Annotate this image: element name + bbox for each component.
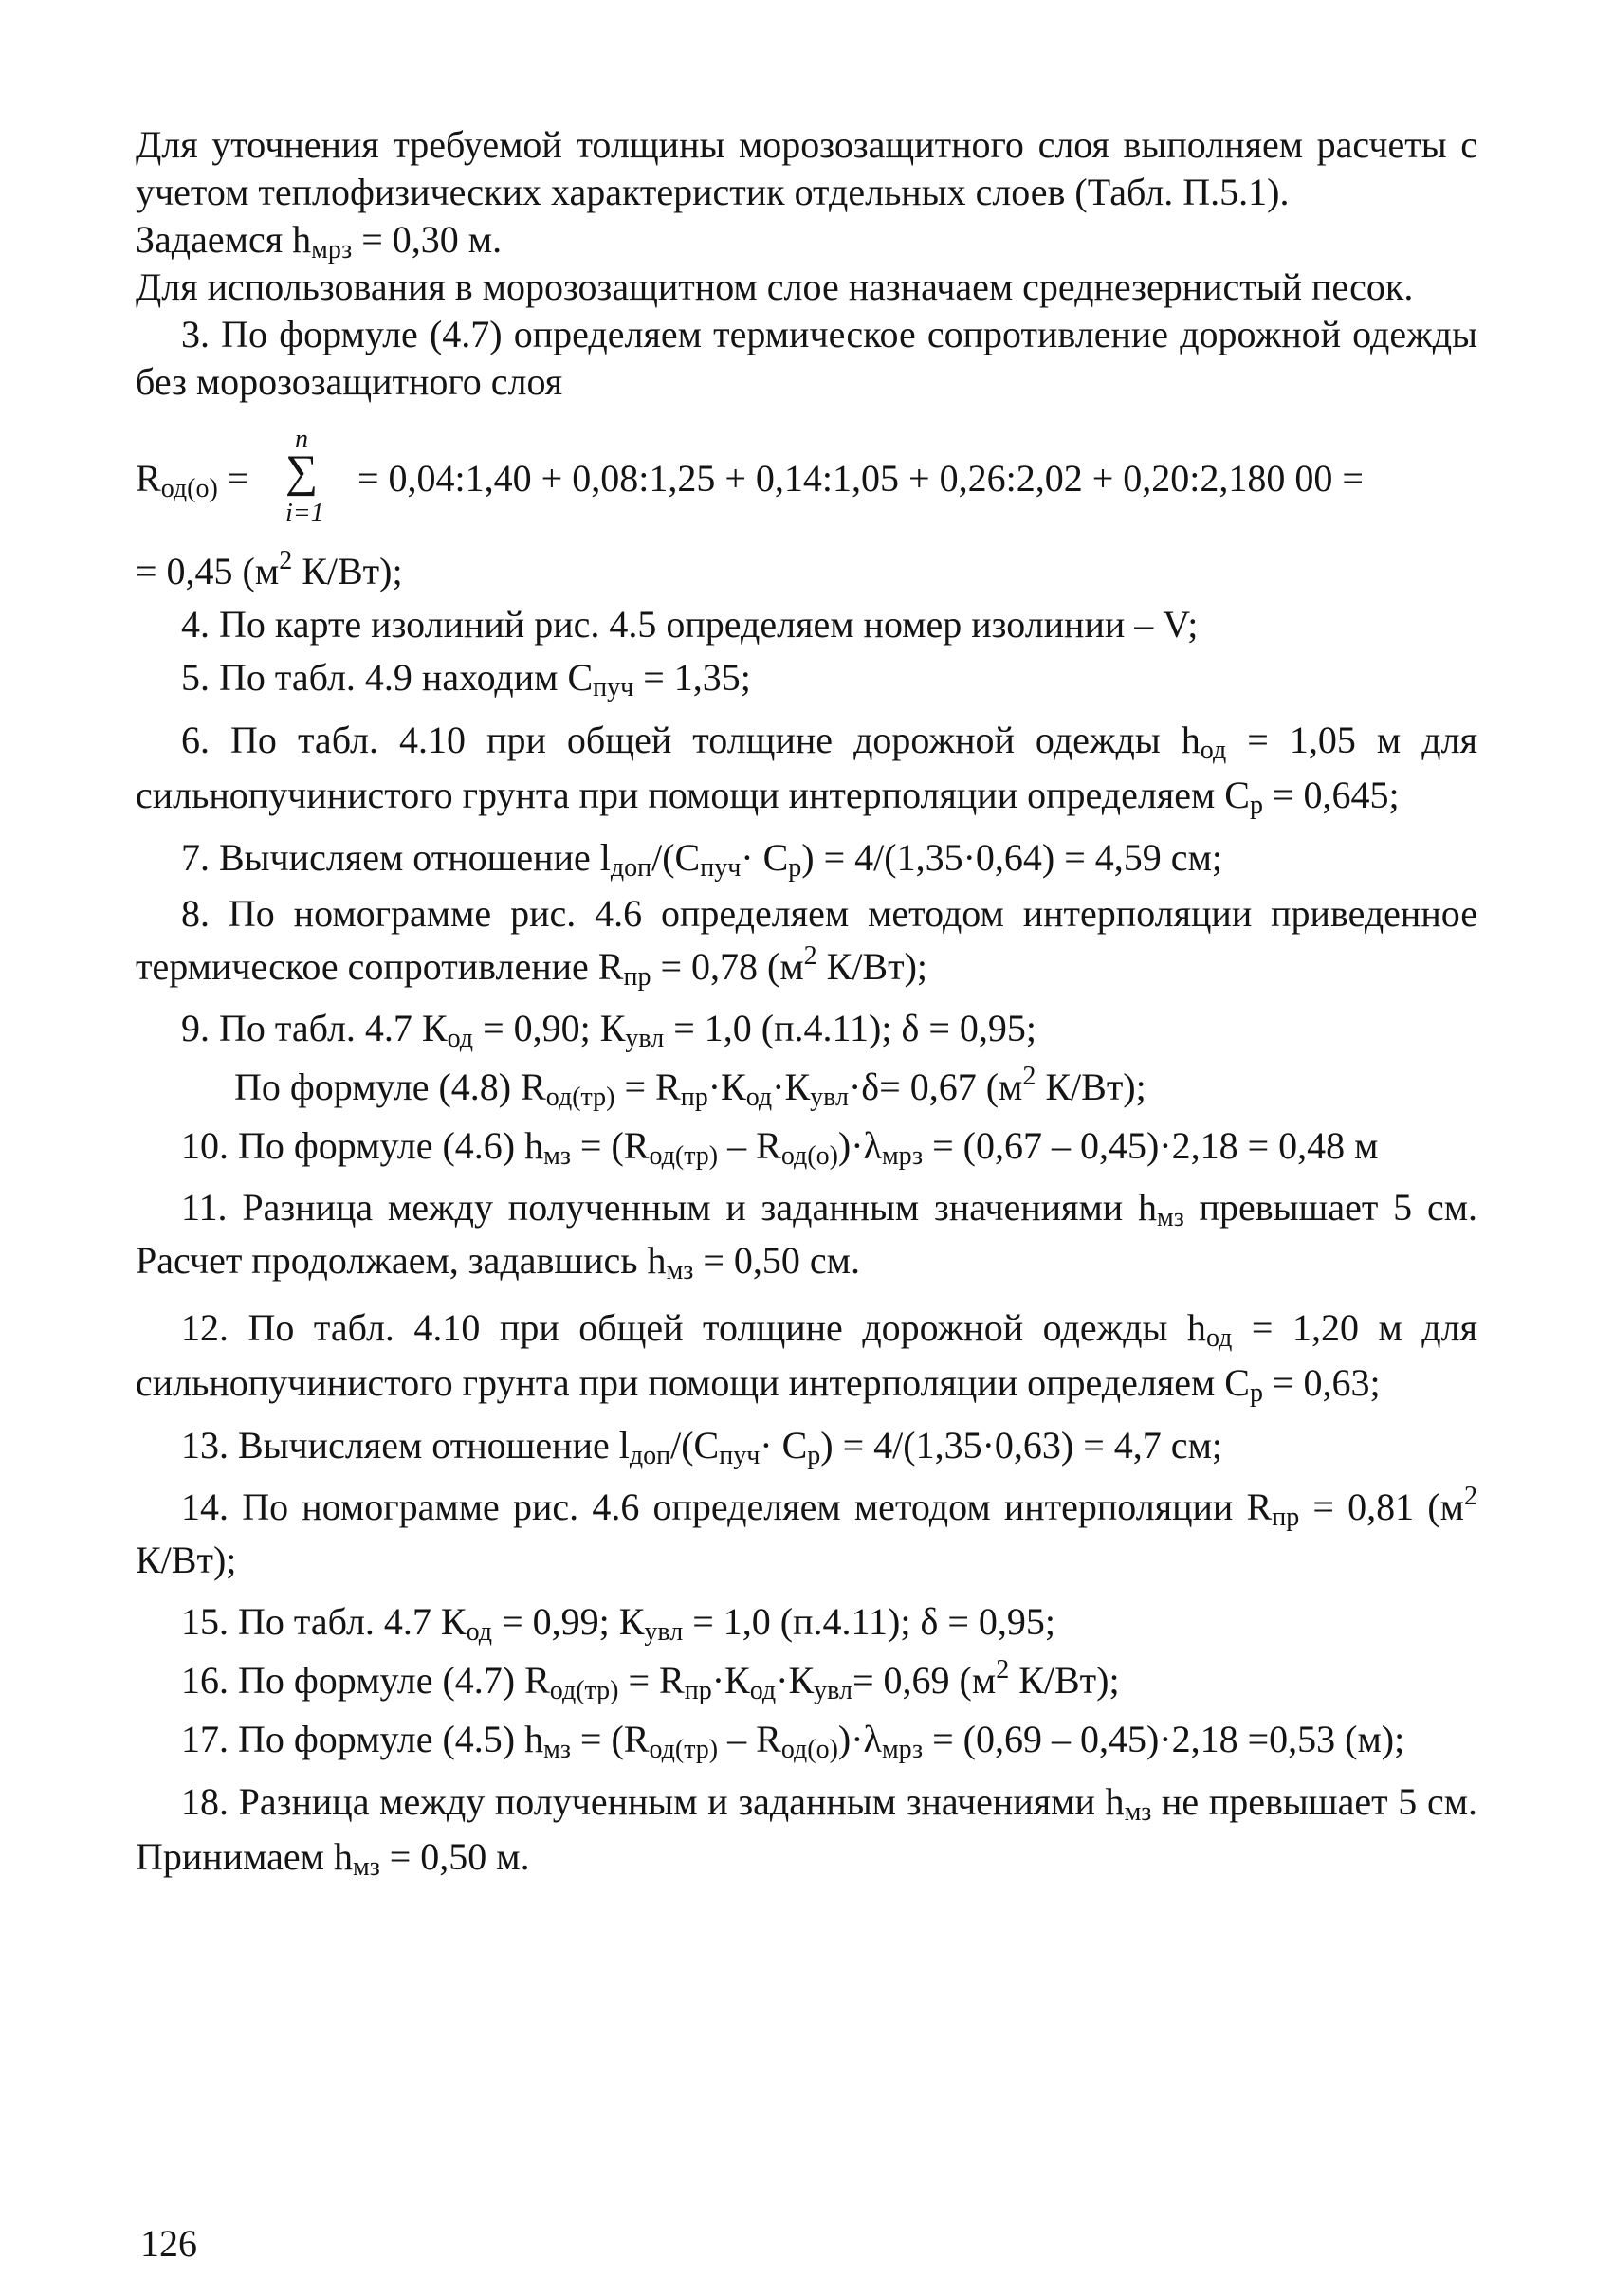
subscript: р xyxy=(788,853,802,883)
text-run: = 0,45 (м xyxy=(136,550,280,592)
text-run: 16. По формуле (4.7) R xyxy=(181,1659,550,1702)
text-run: = 0,90; К xyxy=(473,1007,626,1049)
text-run: = 1,05 м для сильнопучинистого грунта при помощи интерполяции определяем С xyxy=(136,719,1477,816)
subscript: мз xyxy=(666,1256,694,1285)
text-run: 14. По номограмме рис. 4.6 определяем методом интерполяции R xyxy=(181,1485,1273,1528)
formula-rhs: = 0,04:1,40 + 0,08:1,25 + 0,14:1,05 + 0,26:2,02 + 0,20:2,180 00 = xyxy=(357,457,1364,500)
subscript: пр xyxy=(1272,1503,1300,1532)
text-run: = 1,0 (п.4.11); δ = 0,95; xyxy=(664,1007,1037,1049)
subscript: р xyxy=(1249,791,1263,820)
sum-icon: ∑ xyxy=(285,446,319,497)
step-5 xyxy=(136,654,1477,702)
text-run: ) = 4/(1,35·0,64) = 4,59 см; xyxy=(801,836,1222,879)
subscript: од(о) xyxy=(780,1735,838,1764)
text-run: ·К xyxy=(711,1659,750,1702)
text-run: ) = 4/(1,35·0,63) = 4,7 см; xyxy=(820,1424,1222,1467)
text-run: = 0,645; xyxy=(1262,774,1400,816)
text-run: = 1,35; xyxy=(633,656,751,699)
step-18 xyxy=(136,1775,1477,1885)
subscript: мз xyxy=(1124,1797,1152,1827)
subscript: пуч xyxy=(593,673,634,702)
text-run: ·К xyxy=(707,1066,746,1108)
subscript: пуч xyxy=(700,853,742,883)
subscript: пр xyxy=(623,962,651,992)
subscript: доп xyxy=(610,853,652,883)
subscript: мз xyxy=(352,1852,380,1882)
sum-upper-limit: n xyxy=(295,425,308,454)
text-run: По формуле (4.8) R xyxy=(234,1066,546,1108)
text-run: = 1,0 (п.4.11); δ = 0,95; xyxy=(683,1600,1056,1643)
text-run: R xyxy=(136,457,161,500)
subscript: од(о) xyxy=(160,474,218,503)
text-run: – R xyxy=(718,1718,781,1760)
subscript: мрз xyxy=(881,1735,924,1764)
step-3 xyxy=(136,311,1477,406)
subscript: од xyxy=(1200,736,1227,765)
body-text xyxy=(136,121,1477,1885)
subscript: мз xyxy=(543,1141,571,1171)
sum-lower-limit: i=1 xyxy=(285,499,324,528)
subscript: од xyxy=(1205,1323,1233,1353)
step-6 xyxy=(136,713,1477,823)
text-run: К/Вт); xyxy=(1036,1066,1146,1108)
text-run: )·λ xyxy=(837,1124,882,1167)
text-run: 10. По формуле (4.6) h xyxy=(181,1124,544,1167)
text-run: = 0,81 (м xyxy=(1299,1485,1464,1528)
subscript: мрз xyxy=(881,1141,924,1171)
step-14 xyxy=(136,1481,1477,1587)
text-run: 9. По табл. 4.7 К xyxy=(181,1007,448,1049)
text-run: = xyxy=(217,457,249,500)
text-run: К/Вт); xyxy=(292,550,403,592)
text-run: ·δ= 0,67 (м xyxy=(848,1066,1023,1108)
text-run: = 0,63; xyxy=(1262,1361,1381,1404)
subscript: мрз xyxy=(311,235,353,264)
intro-sand xyxy=(136,264,1477,311)
subscript: увл xyxy=(625,1024,665,1053)
intro-set-thickness xyxy=(136,216,1477,264)
superscript: 2 xyxy=(279,546,293,575)
subscript: увл xyxy=(644,1617,684,1647)
text-run: = (R xyxy=(570,1718,650,1760)
text-run: = 0,69 (м xyxy=(852,1659,997,1702)
text-run: = 0,50 м. xyxy=(379,1835,530,1878)
sigma-symbol xyxy=(276,425,333,528)
step-9 xyxy=(136,1005,1477,1052)
text-run: ·К xyxy=(776,1659,815,1702)
subscript: од xyxy=(447,1024,474,1053)
formula-lhs xyxy=(136,455,248,502)
subscript: од(о) xyxy=(780,1141,838,1171)
subscript: пр xyxy=(680,1083,708,1112)
subscript: мз xyxy=(1157,1203,1184,1232)
text-run: · С xyxy=(760,1424,808,1467)
subscript: од(тр) xyxy=(545,1083,615,1112)
subscript: пр xyxy=(684,1676,712,1705)
text-run: 6. По табл. 4.10 при общей толщине дорожной одежды h xyxy=(181,719,1201,761)
text-run: К/Вт); xyxy=(136,1539,237,1581)
step-7 xyxy=(136,834,1477,882)
text-run: – R xyxy=(718,1124,781,1167)
text-run: = (R xyxy=(570,1124,650,1167)
text-run: = 0,30 м. xyxy=(352,218,503,261)
text-run: К/Вт); xyxy=(1009,1659,1120,1702)
text-run: · С xyxy=(741,836,789,879)
text-run: 7. Вычисляем отношение l xyxy=(181,836,611,879)
text-run: 15. По табл. 4.7 К xyxy=(181,1600,467,1643)
formula-result xyxy=(136,548,1477,595)
page-number: 126 xyxy=(140,2222,197,2265)
subscript: пуч xyxy=(719,1441,761,1470)
superscript: 2 xyxy=(803,941,817,971)
subscript: р xyxy=(1249,1378,1263,1408)
text-run: = 1,20 м для сильнопучинистого грунта при помощи интерполяции определяем С xyxy=(136,1306,1477,1404)
text-run: 5. По табл. 4.9 находим С xyxy=(181,656,594,699)
subscript: од(тр) xyxy=(549,1676,619,1705)
intro-text: Для уточнения требуемой толщины морозозащитного слоя выполняем расчеты с учетом теплофизических характеристик отдельных слоев (Табл. П.5.1). xyxy=(136,123,1477,213)
subscript: од xyxy=(745,1083,773,1112)
step-12 xyxy=(136,1301,1477,1411)
step-16 xyxy=(136,1657,1477,1704)
superscript: 2 xyxy=(996,1655,1010,1685)
step-4 xyxy=(136,601,1477,648)
text-run: 17. По формуле (4.5) h xyxy=(181,1718,544,1760)
step-10 xyxy=(136,1122,1477,1170)
text-run: = R xyxy=(614,1066,681,1108)
text-run: /(С xyxy=(651,836,701,879)
subscript: доп xyxy=(629,1441,671,1470)
step-11 xyxy=(136,1181,1477,1287)
text-run: Задаемся h xyxy=(136,218,312,261)
subscript: увл xyxy=(810,1083,849,1112)
subscript: р xyxy=(807,1441,821,1470)
text-run: ·К xyxy=(772,1066,811,1108)
text-run: не превышает 5 см. Принимаем h xyxy=(136,1780,1478,1878)
text-run: )·λ xyxy=(837,1718,882,1760)
intro-paragraph xyxy=(136,121,1477,216)
text-run: превышает 5 см. Расчет продолжаем, задавшись h xyxy=(136,1186,1478,1282)
text-run: 8. По номограмме рис. 4.6 определяем методом интерполяции приведенное термическое сопротивление R xyxy=(136,892,1477,988)
superscript: 2 xyxy=(1022,1062,1036,1091)
subscript: мз xyxy=(543,1735,571,1764)
text-run: 12. По табл. 4.10 при общей толщине дорожной одежды h xyxy=(181,1306,1206,1349)
sum-formula xyxy=(136,406,1477,548)
step-17 xyxy=(136,1716,1477,1763)
step-8 xyxy=(136,887,1477,993)
text-run: 11. Разница между полученным и заданным значениями h xyxy=(181,1186,1157,1229)
subscript: од xyxy=(466,1617,493,1647)
text-run: 3. По формуле (4.7) определяем термическое сопротивление дорожной одежды без морозозащитного слоя xyxy=(136,313,1477,403)
subscript: од xyxy=(749,1676,777,1705)
text-run: 4. По карте изолиний рис. 4.5 определяем номер изолинии – V; xyxy=(181,603,1199,646)
text-run: = 0,99; К xyxy=(492,1600,645,1643)
text-run: К/Вт); xyxy=(816,945,928,988)
text-run: 13. Вычисляем отношение l xyxy=(181,1424,630,1467)
subscript: од(тр) xyxy=(649,1735,719,1764)
text-run: = (0,69 – 0,45)·2,18 =0,53 (м); xyxy=(923,1718,1405,1760)
superscript: 2 xyxy=(1463,1482,1477,1511)
text-run: = 0,78 (м xyxy=(651,945,804,988)
step-13 xyxy=(136,1422,1477,1469)
text-run: 18. Разница между полученным и заданным значениями h xyxy=(181,1780,1125,1823)
text-run: Для использования в морозозащитном слое назначаем среднезернистый песок. xyxy=(136,265,1414,308)
subscript: од(тр) xyxy=(649,1141,719,1171)
text-run: = 0,50 см. xyxy=(693,1239,860,1282)
subscript: увл xyxy=(814,1676,852,1705)
text-run: /(С xyxy=(670,1424,720,1467)
step-9-formula xyxy=(136,1064,1477,1111)
text-run: = R xyxy=(618,1659,685,1702)
text-run: = (0,67 – 0,45)·2,18 = 0,48 м xyxy=(923,1124,1379,1167)
step-15 xyxy=(136,1598,1477,1646)
